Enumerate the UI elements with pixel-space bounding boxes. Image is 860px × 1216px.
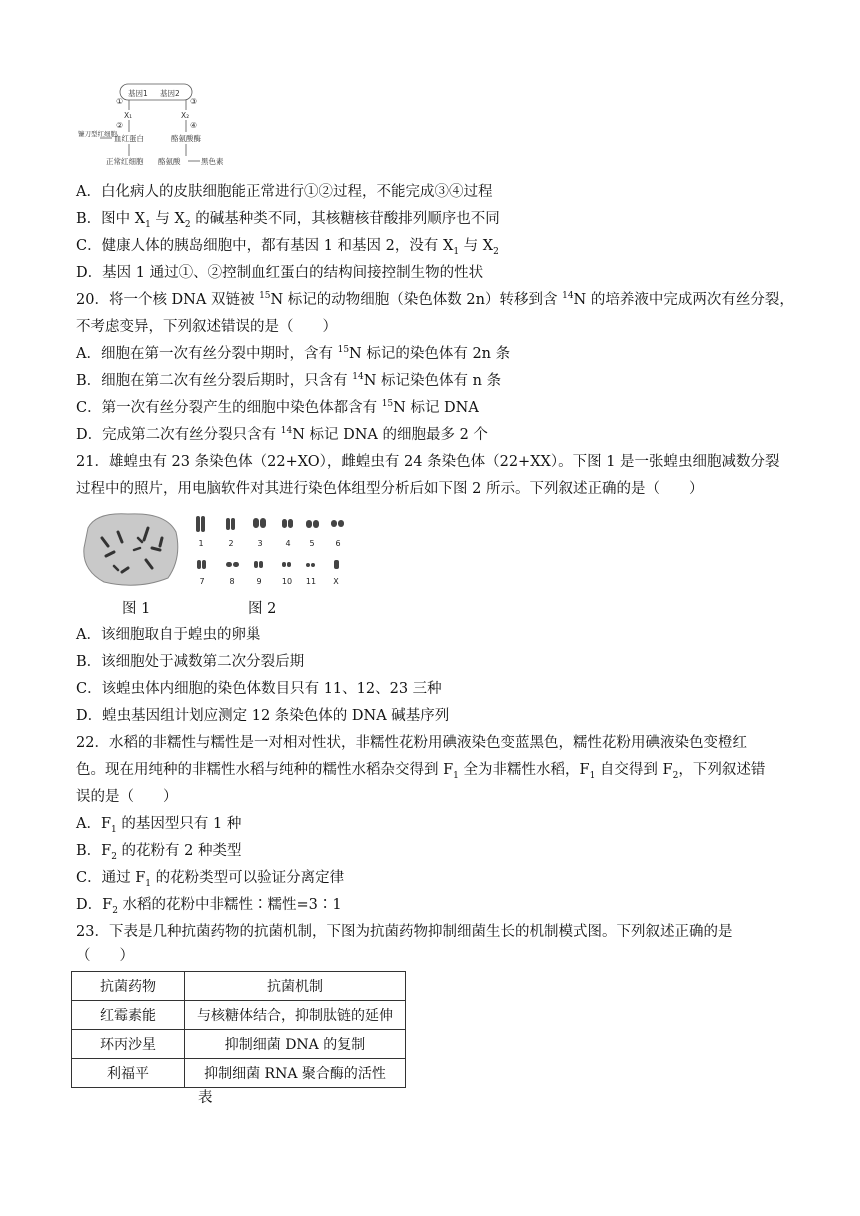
q20-option-b: B．细胞在第二次有丝分裂后期时，只含有 $^{14}$N 标记染色体有 n 条 xyxy=(76,372,502,389)
q21-option-c: C．该蝗虫体内细胞的染色体数目只有 11、12、23 三种 xyxy=(76,681,442,697)
karyo-label-1: 1 xyxy=(198,539,204,548)
karyo-label-4: 4 xyxy=(285,539,291,548)
table-cell-drug: 红霉素能 xyxy=(72,1001,185,1030)
table-caption: 表 xyxy=(198,1090,213,1106)
gene-pathway-diagram xyxy=(76,82,236,174)
q22-option-b: B．$F_2$ 的花粉有 2 种类型 xyxy=(76,843,242,862)
q23-stem-line2: （ ） xyxy=(76,948,134,964)
table-row xyxy=(72,1059,406,1088)
table-row xyxy=(72,1030,406,1059)
table-cell-mechanism: 抑制细菌 DNA 的复制 xyxy=(185,1030,406,1059)
table-header-drug: 抗菌药物 xyxy=(72,972,185,1001)
table-cell-mechanism: 抑制细菌 RNA 聚合酶的活性 xyxy=(185,1059,406,1088)
circle-2-label: ② xyxy=(116,121,124,130)
q20-option-a: A．细胞在第一次有丝分裂中期时，含有 $^{15}$N 标记的染色体有 2n 条 xyxy=(76,345,511,362)
table-header-row xyxy=(72,972,406,1001)
cell-photo-figure-1 xyxy=(78,508,182,588)
karyo-label-7: 7 xyxy=(199,577,205,586)
gene2-label: 基因2 xyxy=(160,89,180,98)
q22-stem-line3: 误的是（ ） xyxy=(76,789,178,805)
q22-option-c: C．通过 $F_1$ 的花粉类型可以验证分离定律 xyxy=(76,870,345,889)
circle-3-label: ③ xyxy=(190,97,198,106)
q21-option-a: A．该细胞取自于蝗虫的卵巢 xyxy=(76,627,261,643)
antibiotic-table xyxy=(71,971,406,1088)
q21-stem-line1: 21．雄蝗虫有 23 条染色体（22+XO），雌蝗虫有 24 条染色体（22+XX）。下图 1 是一张蝗虫细胞减数分裂 xyxy=(76,454,780,470)
table-row xyxy=(72,1001,406,1030)
q19-option-b: B．图中 $X_1$ 与 $X_2$ 的碱基种类不同，其核糖核苷酸排列顺序也不同 xyxy=(76,211,500,230)
sickle-cell-label: 镰刀型红细胞 xyxy=(78,130,117,138)
gene1-label: 基因1 xyxy=(128,89,148,98)
karyo-label-9: 9 xyxy=(256,577,262,586)
q20-option-d: D．完成第二次有丝分裂只含有 $^{14}$N 标记 DNA 的细胞最多 2 个 xyxy=(76,426,488,443)
karyotype-figure-2 xyxy=(190,512,354,588)
q19-option-c: C．健康人体的胰岛细胞中，都有基因 1 和基因 2，没有 $X_1$ 与 $X_2$ xyxy=(76,238,499,257)
tyrosine-label: 酪氨酸 xyxy=(158,157,181,166)
table-header-mechanism: 抗菌机制 xyxy=(185,972,406,1001)
karyo-label-11: 11 xyxy=(305,577,317,586)
karyo-label-2: 2 xyxy=(228,539,234,548)
q21-stem-line2: 过程中的照片，用电脑软件对其进行染色体组型分析后如下图 2 所示。下列叙述正确的是（ ） xyxy=(76,481,704,497)
figure-2-label: 图 2 xyxy=(248,601,277,617)
table-cell-drug: 环丙沙星 xyxy=(72,1030,185,1059)
karyo-label-10: 10 xyxy=(281,577,293,586)
q19-option-a: A．白化病人的皮肤细胞能正常进行①②过程，不能完成③④过程 xyxy=(76,184,493,200)
circle-1-label: ① xyxy=(116,97,124,106)
tyrosinase-label: 酪氨酸酶 xyxy=(171,134,201,143)
table-cell-mechanism: 与核糖体结合，抑制肽链的延伸 xyxy=(185,1001,406,1030)
karyo-label-8: 8 xyxy=(229,577,235,586)
karyo-label-x: X xyxy=(333,577,339,586)
hemoglobin-label: 血红蛋白 xyxy=(114,134,144,143)
normal-rbc-label: 正常红细胞 xyxy=(106,157,144,166)
circle-4-label: ④ xyxy=(190,121,198,130)
karyo-label-5: 5 xyxy=(309,539,315,548)
x1-label: X₁ xyxy=(124,111,133,120)
melanin-label: 黑色素 xyxy=(201,157,224,166)
karyo-label-6: 6 xyxy=(335,539,341,548)
x2-label: X₂ xyxy=(181,111,190,120)
figure-1-label: 图 1 xyxy=(122,601,151,617)
q22-stem-line1: 22．水稻的非糯性与糯性是一对相对性状，非糯性花粉用碘液染色变蓝黑色，糯性花粉用碘液染色变橙红 xyxy=(76,735,747,751)
q20-stem-line2: 不考虑变异，下列叙述错误的是（ ） xyxy=(76,319,337,335)
q22-option-d: D．$F_2$ 水稻的花粉中非糯性∶糯性=3∶1 xyxy=(76,897,342,916)
q21-option-b: B．该细胞处于减数第二次分裂后期 xyxy=(76,654,305,670)
q20-stem-line1: 20．将一个核 DNA 双链被 $^{15}$N 标记的动物细胞（染色体数 2n）转移到含 $^{14}$N 的培养液中完成两次有丝分裂， xyxy=(76,291,794,308)
q22-option-a: A．$F_1$ 的基因型只有 1 种 xyxy=(76,816,242,835)
karyo-label-3: 3 xyxy=(257,539,263,548)
q21-option-d: D．蝗虫基因组计划应测定 12 条染色体的 DNA 碱基序列 xyxy=(76,708,450,724)
q19-option-d: D．基因 1 通过①、②控制血红蛋白的结构间接控制生物的性状 xyxy=(76,265,484,281)
q23-stem-line1: 23．下表是几种抗菌药物的抗菌机制，下图为抗菌药物抑制细菌生长的机制模式图。下列叙述正确的是 xyxy=(76,924,733,940)
q22-stem-line2: 色。现在用纯种的非糯性水稻与纯种的糯性水稻杂交得到 $F_1$ 全为非糯性水稻，$F_1$ 自交得到 $F_2$，下列叙述错 xyxy=(76,762,766,781)
q20-option-c: C．第一次有丝分裂产生的细胞中染色体都含有 $^{15}$N 标记 DNA xyxy=(76,399,479,416)
table-cell-drug: 利福平 xyxy=(72,1059,185,1088)
